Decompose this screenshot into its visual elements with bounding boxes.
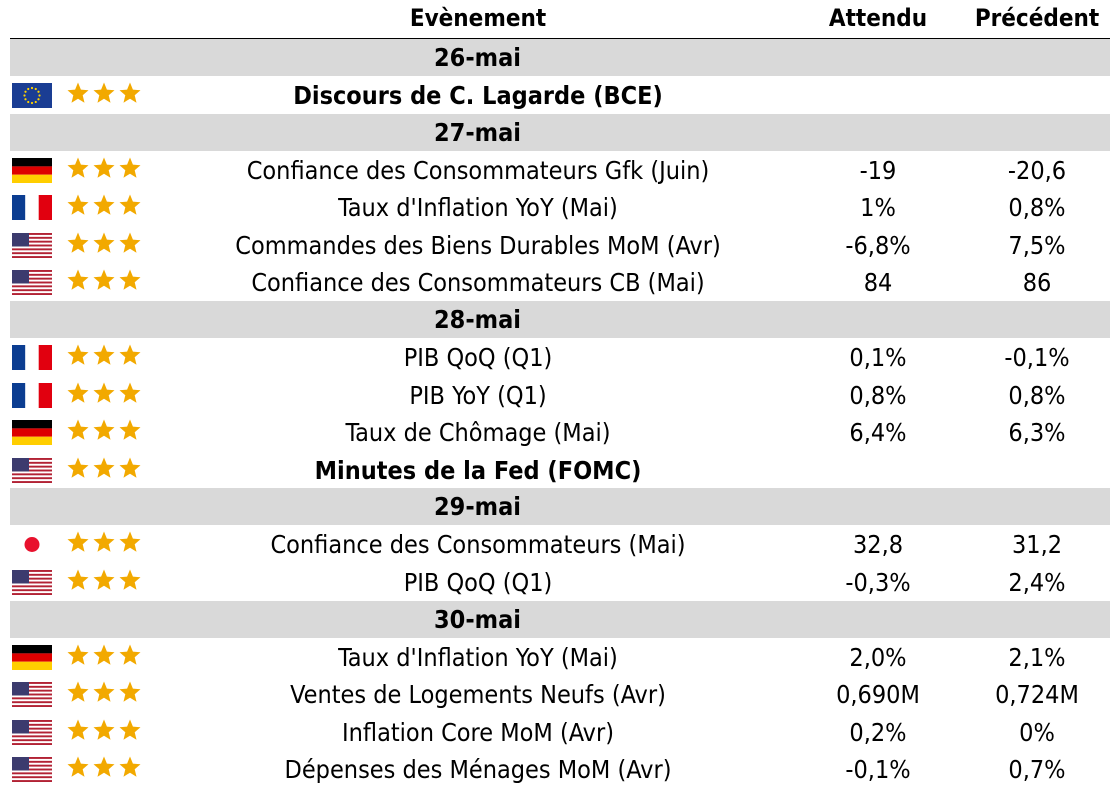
event-name: PIB QoQ (Q1) — [403, 343, 553, 372]
date-header — [10, 301, 1110, 338]
star-icon — [92, 231, 116, 257]
expected-value: 0,8% — [849, 380, 907, 410]
header-expected: Attendu — [828, 4, 928, 32]
star-icon — [92, 81, 116, 107]
previous-value: 2,1% — [1008, 642, 1066, 672]
germany-flag-icon — [12, 420, 52, 445]
star-icon — [92, 381, 116, 407]
previous-value: 2,4% — [1008, 568, 1066, 597]
usa-flag-icon — [12, 682, 52, 707]
importance-rating — [66, 81, 142, 107]
star-icon — [92, 755, 116, 781]
star-icon — [118, 568, 142, 594]
expected-value: -0,3% — [845, 568, 911, 597]
star-icon — [66, 456, 90, 482]
star-icon — [66, 268, 90, 294]
star-icon — [66, 530, 90, 556]
star-icon — [118, 530, 142, 556]
event-name: Confiance des Consommateurs CB (Mai) — [251, 268, 705, 298]
table-row — [0, 750, 1110, 788]
star-icon — [66, 718, 90, 744]
table-row — [0, 151, 1110, 189]
usa-flag-icon — [12, 757, 52, 782]
date-label: 28-mai — [434, 305, 521, 334]
star-icon — [92, 456, 116, 482]
star-icon — [118, 381, 142, 407]
star-icon — [66, 418, 90, 444]
importance-rating — [66, 343, 142, 369]
star-icon — [92, 568, 116, 594]
expected-value: 1% — [860, 193, 896, 223]
expected-value: -0,1% — [845, 755, 911, 785]
expected-value: 0,690M — [836, 680, 920, 710]
star-icon — [118, 718, 142, 744]
table-row — [0, 263, 1110, 301]
event-name: Discours de C. Lagarde (BCE) — [293, 81, 663, 110]
table-row — [0, 638, 1110, 676]
date-header — [10, 601, 1110, 638]
previous-value: 7,5% — [1008, 230, 1066, 260]
event-name: Confiance des Consommateurs (Mai) — [270, 530, 686, 560]
germany-flag-icon — [12, 158, 52, 183]
previous-value: -0,1% — [1004, 343, 1070, 372]
germany-flag-icon — [12, 645, 52, 670]
expected-value: 84 — [863, 268, 893, 298]
importance-rating — [66, 268, 142, 294]
star-icon — [66, 568, 90, 594]
event-name: Confiance des Consommateurs Gfk (Juin) — [246, 155, 710, 185]
star-icon — [66, 343, 90, 369]
importance-rating — [66, 156, 142, 182]
previous-value: 6,3% — [1008, 418, 1066, 448]
star-icon — [92, 530, 116, 556]
importance-rating — [66, 568, 142, 594]
star-icon — [66, 680, 90, 706]
star-icon — [66, 156, 90, 182]
event-name: Ventes de Logements Neufs (Avr) — [290, 680, 666, 710]
previous-value: 86 — [1022, 268, 1052, 298]
expected-value: -6,8% — [845, 230, 911, 260]
previous-value: 31,2 — [1011, 530, 1063, 560]
previous-value: 0,7% — [1008, 755, 1066, 785]
star-icon — [92, 680, 116, 706]
star-icon — [118, 268, 142, 294]
star-icon — [92, 343, 116, 369]
star-icon — [118, 643, 142, 669]
star-icon — [118, 680, 142, 706]
importance-rating — [66, 231, 142, 257]
importance-rating — [66, 456, 142, 482]
date-header — [10, 39, 1110, 76]
expected-value: -19 — [859, 155, 897, 185]
usa-flag-icon — [12, 570, 52, 595]
star-icon — [118, 231, 142, 257]
previous-value: 0,724M — [995, 680, 1079, 710]
event-name: Inflation Core MoM (Avr) — [342, 717, 614, 747]
event-name: Dépenses des Ménages MoM (Avr) — [284, 755, 672, 785]
importance-rating — [66, 718, 142, 744]
importance-rating — [66, 680, 142, 706]
event-name: PIB YoY (Q1) — [409, 380, 547, 410]
star-icon — [92, 156, 116, 182]
star-icon — [118, 156, 142, 182]
importance-rating — [66, 381, 142, 407]
previous-value: -20,6 — [1007, 155, 1067, 185]
expected-value: 0,1% — [849, 343, 907, 372]
table-header — [0, 0, 1110, 38]
eu-flag-icon — [12, 83, 52, 108]
star-icon — [118, 343, 142, 369]
previous-value: 0,8% — [1008, 193, 1066, 223]
table-row — [0, 525, 1110, 563]
table-row — [0, 563, 1110, 601]
importance-rating — [66, 530, 142, 556]
expected-value: 6,4% — [849, 418, 907, 448]
star-icon — [66, 381, 90, 407]
usa-flag-icon — [12, 458, 52, 483]
table-row — [0, 376, 1110, 414]
importance-rating — [66, 193, 142, 219]
france-flag-icon — [12, 345, 52, 370]
event-name: Taux d'Inflation YoY (Mai) — [338, 642, 618, 672]
star-icon — [92, 643, 116, 669]
france-flag-icon — [12, 195, 52, 220]
star-icon — [66, 643, 90, 669]
importance-rating — [66, 643, 142, 669]
usa-flag-icon — [12, 270, 52, 295]
importance-rating — [66, 755, 142, 781]
star-icon — [92, 268, 116, 294]
event-name: Commandes des Biens Durables MoM (Avr) — [235, 230, 721, 260]
star-icon — [118, 418, 142, 444]
star-icon — [118, 755, 142, 781]
date-header — [10, 114, 1110, 151]
date-label: 30-mai — [434, 604, 521, 634]
japan-flag-icon — [12, 532, 52, 557]
event-name: Taux d'Inflation YoY (Mai) — [338, 193, 618, 223]
importance-rating — [66, 418, 142, 444]
event-name: Taux de Chômage (Mai) — [345, 418, 611, 448]
table-row — [0, 188, 1110, 226]
star-icon — [118, 193, 142, 219]
star-icon — [66, 193, 90, 219]
star-icon — [92, 193, 116, 219]
date-header — [10, 488, 1110, 525]
table-row — [0, 76, 1110, 114]
event-name: Minutes de la Fed (FOMC) — [314, 455, 642, 485]
expected-value: 2,0% — [849, 642, 907, 672]
star-icon — [66, 81, 90, 107]
header-event: Evènement — [409, 4, 547, 32]
france-flag-icon — [12, 383, 52, 408]
star-icon — [66, 231, 90, 257]
expected-value: 0,2% — [849, 717, 907, 747]
star-icon — [92, 418, 116, 444]
date-label: 26-mai — [434, 43, 521, 72]
previous-value: 0% — [1019, 717, 1055, 747]
table-row — [0, 675, 1110, 713]
table-row — [0, 451, 1110, 489]
star-icon — [118, 456, 142, 482]
date-label: 29-mai — [434, 492, 521, 522]
event-name: PIB QoQ (Q1) — [403, 568, 553, 597]
header-previous: Précédent — [974, 4, 1100, 32]
table-row — [0, 338, 1110, 376]
expected-value: 32,8 — [852, 530, 904, 560]
table-row — [0, 413, 1110, 451]
date-label: 27-mai — [434, 117, 521, 147]
previous-value: 0,8% — [1008, 380, 1066, 410]
star-icon — [66, 755, 90, 781]
table-row — [0, 713, 1110, 751]
usa-flag-icon — [12, 720, 52, 745]
table-row — [0, 226, 1110, 264]
star-icon — [118, 81, 142, 107]
star-icon — [92, 718, 116, 744]
usa-flag-icon — [12, 233, 52, 258]
